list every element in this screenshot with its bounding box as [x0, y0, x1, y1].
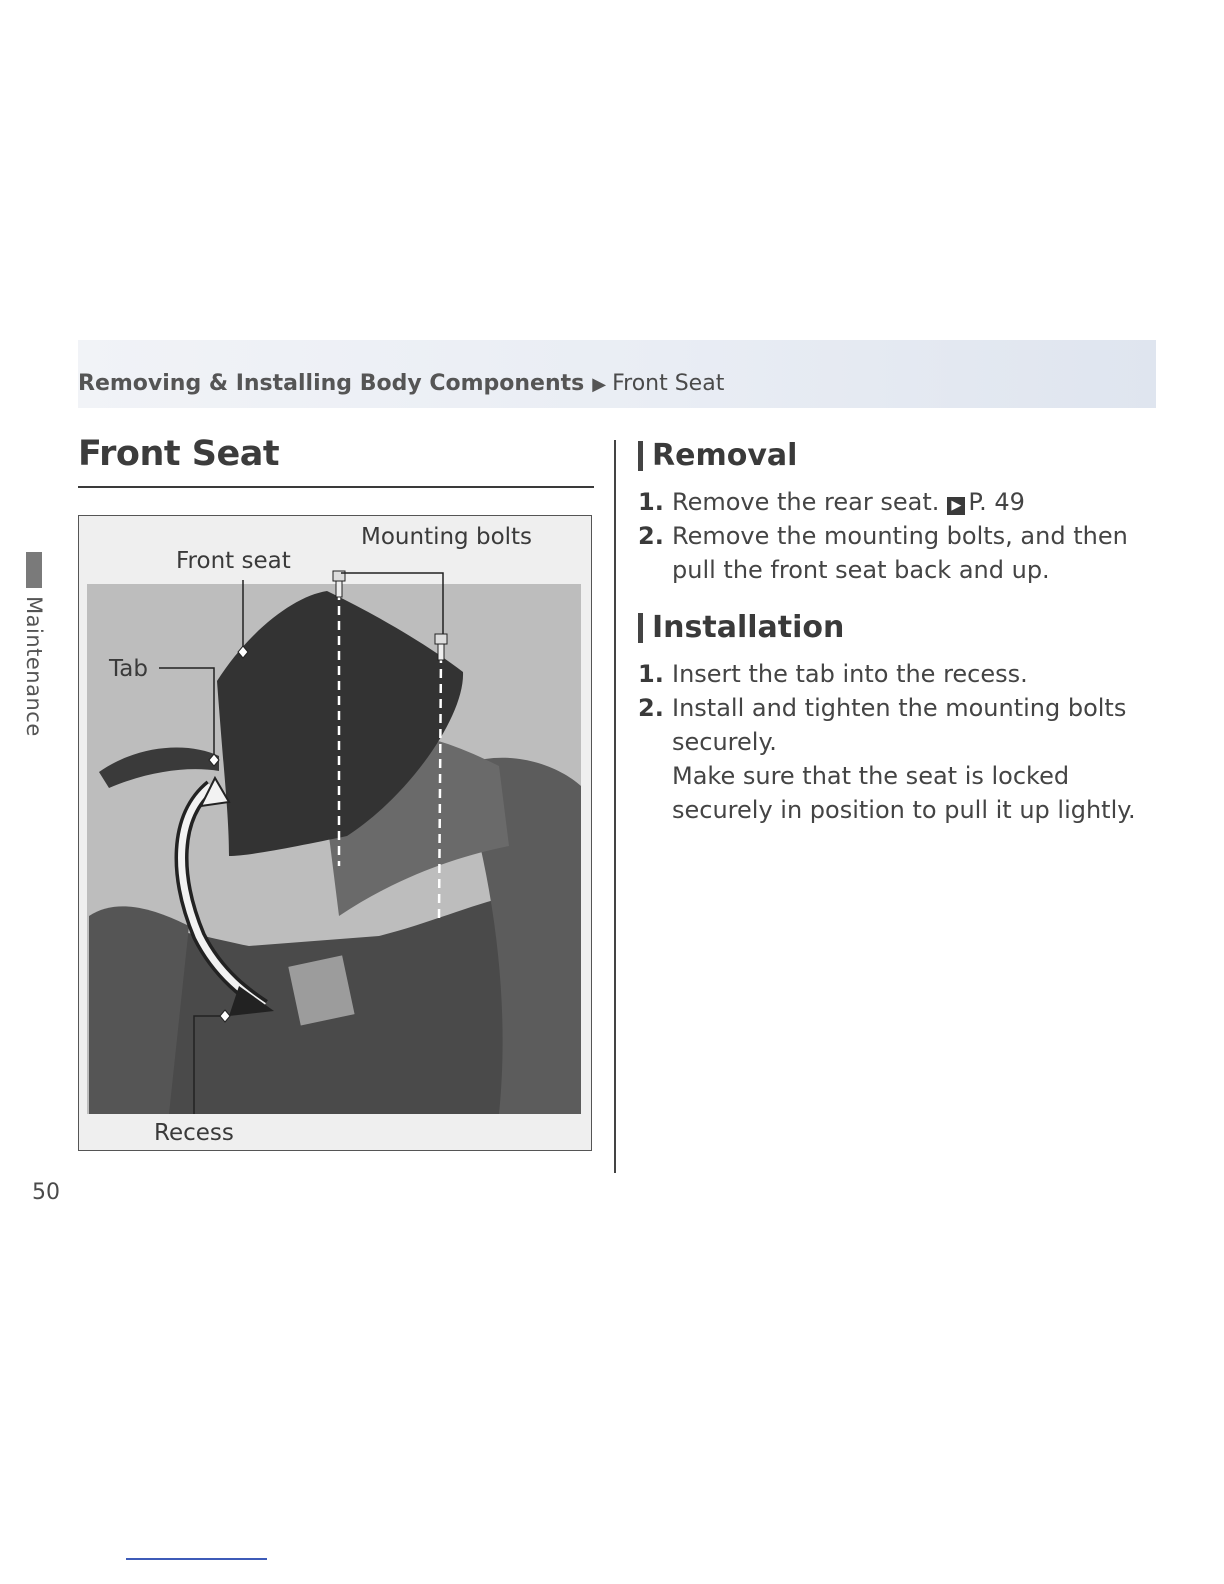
installation-title: Installation — [652, 610, 845, 645]
chapter-label[interactable]: Maintenance — [22, 596, 46, 737]
page-ref-link[interactable]: P. 49 — [968, 488, 1025, 516]
column-divider — [614, 440, 616, 1173]
page-ref-icon: ▶ — [947, 497, 965, 515]
removal-title: Removal — [652, 438, 798, 473]
breadcrumb-arrow-icon: ▶ — [592, 374, 607, 395]
heading-bar — [638, 613, 643, 643]
step-number: 2. — [638, 522, 664, 550]
list-item — [638, 657, 1158, 691]
label-recess: Recess — [154, 1120, 234, 1146]
list-item — [638, 485, 1158, 519]
breadcrumb-current: Front Seat — [612, 371, 725, 396]
title-rule — [78, 486, 594, 488]
bottom-link-underline — [126, 1558, 267, 1560]
breadcrumb — [78, 371, 724, 396]
installation-steps — [638, 657, 1158, 827]
motorcycle-illustration — [79, 516, 591, 1149]
step-text — [672, 485, 1158, 519]
installation-heading — [638, 610, 844, 645]
step-number: 2. — [638, 694, 664, 722]
chapter-tab-marker — [26, 552, 42, 588]
removal-heading — [638, 438, 797, 473]
page-title: Front Seat — [78, 434, 280, 474]
removal-steps — [638, 485, 1158, 587]
step-text-main: Remove the rear seat. — [672, 488, 940, 516]
step-note: Make sure that the seat is locked securely in position to pull it up lightly. — [672, 762, 1136, 824]
step-text-main: Install and tighten the mounting bolts securely. — [672, 694, 1127, 756]
breadcrumb-section[interactable]: Removing & Installing Body Components — [78, 371, 585, 396]
label-mounting-bolts: Mounting bolts — [361, 524, 533, 550]
page-number: 50 — [32, 1180, 60, 1200]
heading-bar — [638, 441, 643, 471]
label-front-seat: Front seat — [176, 548, 291, 574]
step-number: 1. — [638, 488, 664, 516]
step-text: Remove the mounting bolts, and then pull the front seat back and up. — [672, 522, 1128, 584]
step-text: Insert the tab into the recess. — [672, 660, 1028, 688]
list-item — [638, 519, 1158, 587]
step-number: 1. — [638, 660, 664, 688]
front-seat-figure — [78, 515, 592, 1151]
label-tab: Tab — [109, 656, 148, 682]
list-item — [638, 691, 1158, 827]
step-text — [672, 691, 1158, 827]
